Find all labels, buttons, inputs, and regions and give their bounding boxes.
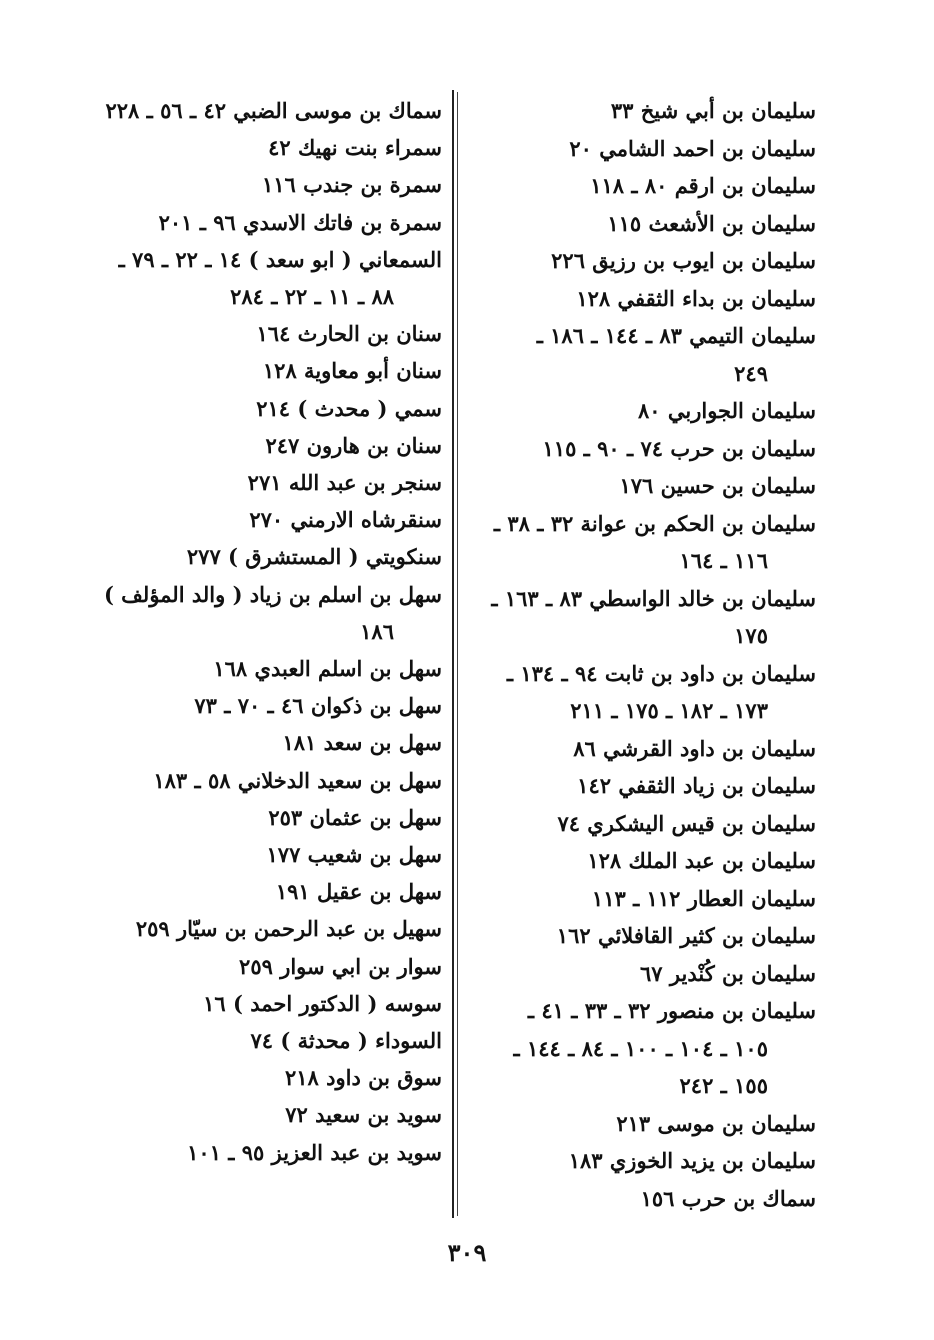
index-entry — [470, 730, 816, 768]
index-entry-text: السوداء ( محدثة ) ٧٤ — [250, 1028, 442, 1054]
index-entry — [100, 129, 442, 166]
index-entry — [100, 687, 442, 724]
index-entry — [470, 280, 816, 318]
index-entry — [470, 842, 816, 880]
index-entry — [100, 873, 442, 910]
index-entry-text: سهل بن اسلم بن زياد ( والد المؤلف ) — [103, 581, 442, 607]
index-entry-text: سليمان بن عبد الملك ١٢٨ — [587, 848, 816, 873]
index-column-right — [470, 92, 816, 1217]
index-entry — [470, 880, 816, 918]
index-entry-text: سليمان بن يزيد الخوزي ١٨٣ — [568, 1148, 816, 1173]
index-entry-text: سنجر بن عبد الله ٢٧١ — [247, 470, 442, 496]
index-entry-text: سليمان بن احمد الشامي ٢٠ — [569, 135, 816, 161]
index-entry — [100, 538, 442, 575]
index-entry — [470, 655, 816, 730]
index-entry — [100, 464, 442, 501]
index-entry — [100, 166, 442, 203]
index-entry — [470, 92, 816, 130]
index-entry — [470, 767, 816, 805]
index-entry-continuation: ١٧٣ ـ ١٨٢ ـ ١٧٥ ـ ٢١١ — [570, 698, 768, 723]
index-entry — [470, 805, 816, 843]
index-entry-text: سليمان الجواربي ٨٠ — [638, 398, 816, 423]
index-entry-text: سهل بن عقيل ١٩١ — [275, 879, 442, 905]
index-entry-text: سهيل بن عبد الرحمن بن سيّار ٢٥٩ — [135, 916, 442, 942]
index-entry-text: سليمان بن الحكم بن عوانة ٣٢ ـ ٣٨ ـ — [493, 510, 816, 536]
index-entry-text: سليمان بن داود بن ثابت ٩٤ ـ ١٣٤ ـ — [506, 660, 816, 686]
index-entry-text: سليمان بن ارقم ٨٠ ـ ١١٨ — [590, 173, 816, 198]
index-entry-text: سليمان بن زياد الثقفي ١٤٢ — [577, 773, 816, 798]
index-entry — [470, 317, 816, 392]
index-entry — [470, 917, 816, 955]
index-entry-text: سمي ( محدث ) ٢١٤ — [256, 395, 442, 421]
index-entry-text: سنكويتي ( المستشرق ) ٢٧٧ — [186, 544, 442, 570]
index-entry — [470, 955, 816, 993]
index-entry-text: سهل بن سعيد الدخلاني ٥٨ ـ ١٨٣ — [153, 767, 442, 793]
index-entry — [470, 1180, 816, 1218]
index-entry — [100, 985, 442, 1022]
index-entry-text: سوق بن داود ٢١٨ — [284, 1065, 442, 1091]
index-entry-text: سنان بن الحارث ١٦٤ — [256, 321, 442, 347]
page-number: ٣٠٩ — [447, 1238, 487, 1267]
index-entry — [100, 836, 442, 873]
index-entry-text: سليمان التيمي ٨٣ ـ ١٤٤ ـ ١٨٦ ـ — [536, 323, 816, 348]
index-entry — [470, 1105, 816, 1143]
index-entry — [470, 205, 816, 243]
index-entry — [470, 992, 816, 1105]
index-entry — [100, 762, 442, 799]
index-entry-text: سليمان بن بداء الثقفي ١٢٨ — [576, 285, 816, 311]
index-entry — [100, 799, 442, 836]
index-entry — [100, 910, 442, 947]
index-entry — [100, 1059, 442, 1096]
index-entry — [100, 427, 442, 464]
index-entry-text: سليمان بن أبي شيخ ٣٣ — [610, 98, 816, 123]
index-entry — [100, 1022, 442, 1059]
index-entry-text: سليمان بن داود القرشي ٨٦ — [573, 735, 816, 761]
index-entry-text: سليمان بن الأشعث ١١٥ — [607, 210, 816, 236]
index-entry-text: سمراء بنت نهيك ٤٢ — [268, 135, 442, 161]
index-entry-text: سويد بن عبد العزيز ٩٥ ـ ١٠١ — [187, 1139, 442, 1165]
index-entry-text: سهل بن شعيب ١٧٧ — [266, 842, 442, 868]
index-entry-text: سوار بن ابي سوار ٢٥٩ — [239, 953, 442, 979]
index-entry — [100, 650, 442, 687]
index-entry — [470, 430, 816, 468]
index-column-left — [100, 92, 442, 1171]
index-entry-text: سمرة بن جندب ١١٦ — [261, 172, 442, 198]
index-entry-text: سوسه ( الدكتور احمد ) ١٦ — [203, 990, 442, 1016]
index-entry-continuation: ٨٨ ـ ١١ ـ ٢٢ ـ ٢٨٤ — [230, 284, 394, 310]
index-entry-text: سليمان بن قيس اليشكري ٧٤ — [557, 810, 816, 836]
index-entry — [100, 390, 442, 427]
index-entry-text: سهل بن عثمان ٢٥٣ — [268, 804, 442, 830]
index-entry-continuation: ١٠٥ ـ ١٠٤ ـ ١٠٠ ـ ٨٤ ـ ١٤٤ ـ — [513, 1035, 768, 1061]
index-entry — [470, 467, 816, 505]
index-entry-continuation: ١٧٥ — [734, 623, 768, 648]
index-entry-continuation: ١٨٦ — [360, 618, 394, 644]
index-entry-text: سماك بن حرب ١٥٦ — [640, 1185, 816, 1211]
index-entry — [100, 352, 442, 389]
index-entry-text: سليمان بن منصور ٣٢ ـ ٣٣ ـ ٤١ ـ — [527, 998, 816, 1023]
index-entry — [100, 204, 442, 241]
index-entry — [100, 724, 442, 761]
column-divider-inner — [457, 92, 458, 1216]
index-entry-text: سليمان بن حسين ١٧٦ — [619, 473, 816, 498]
index-entry — [470, 167, 816, 205]
index-entry — [100, 1134, 442, 1171]
index-entry — [100, 92, 442, 129]
index-entry — [100, 948, 442, 985]
index-entry — [470, 505, 816, 580]
index-entry — [100, 241, 442, 315]
index-entry-text: سليمان العطار ١١٢ ـ ١١٣ — [591, 885, 816, 911]
index-entry — [470, 242, 816, 280]
index-entry-text: سليمان بن كُنْدير ٦٧ — [640, 960, 816, 986]
index-entry — [100, 576, 442, 650]
index-entry — [470, 392, 816, 430]
index-entry — [100, 1096, 442, 1133]
index-entry-text: سنان أبو معاوية ١٢٨ — [262, 358, 442, 384]
index-entry-text: سليمان بن حرب ٧٤ ـ ٩٠ ـ ١١٥ — [542, 435, 816, 461]
index-entry-text: سويد بن سعيد ٧٢ — [285, 1102, 442, 1128]
index-entry — [470, 130, 816, 168]
index-entry-continuation: ١٥٥ ـ ٢٤٢ — [679, 1073, 768, 1098]
column-divider — [452, 90, 454, 1218]
index-entry-text: سليمان بن ايوب بن رزيق ٢٢٦ — [551, 248, 816, 273]
index-entry-continuation: ٢٤٩ — [734, 360, 768, 386]
index-entry-text: سنقرشاه الارمني ٢٧٠ — [249, 507, 442, 533]
index-entry-text: سهل بن سعد ١٨١ — [282, 730, 442, 756]
index-entry-continuation: ١١٦ ـ ١٦٤ — [679, 548, 768, 573]
index-entry — [100, 315, 442, 352]
index-entry-text: سماك بن موسى الضبي ٤٢ ـ ٥٦ ـ ٢٢٨ — [105, 98, 442, 123]
index-entry-text: سنان بن هارون ٢٤٧ — [265, 432, 442, 458]
index-entry — [470, 580, 816, 655]
index-entry-text: سهل بن ذكوان ٤٦ ـ ٧٠ ـ ٧٣ — [194, 693, 442, 719]
index-entry-text: سمرة بن فاتك الاسدي ٩٦ ـ ٢٠١ — [158, 209, 442, 235]
index-entry-text: سليمان بن موسى ٢١٣ — [616, 1110, 816, 1136]
index-entry — [100, 501, 442, 538]
index-entry-text: سليمان بن كثير القافلائي ١٦٢ — [556, 923, 816, 948]
index-entry-text: سهل بن اسلم العبدي ١٦٨ — [213, 656, 442, 682]
index-entry-text: السمعاني ( ابو سعد ) ١٤ ـ ٢٢ ـ ٧٩ ـ — [118, 246, 442, 272]
index-entry-text: سليمان بن خالد الواسطي ٨٣ ـ ١٦٣ ـ — [491, 585, 816, 611]
index-entry — [470, 1142, 816, 1180]
